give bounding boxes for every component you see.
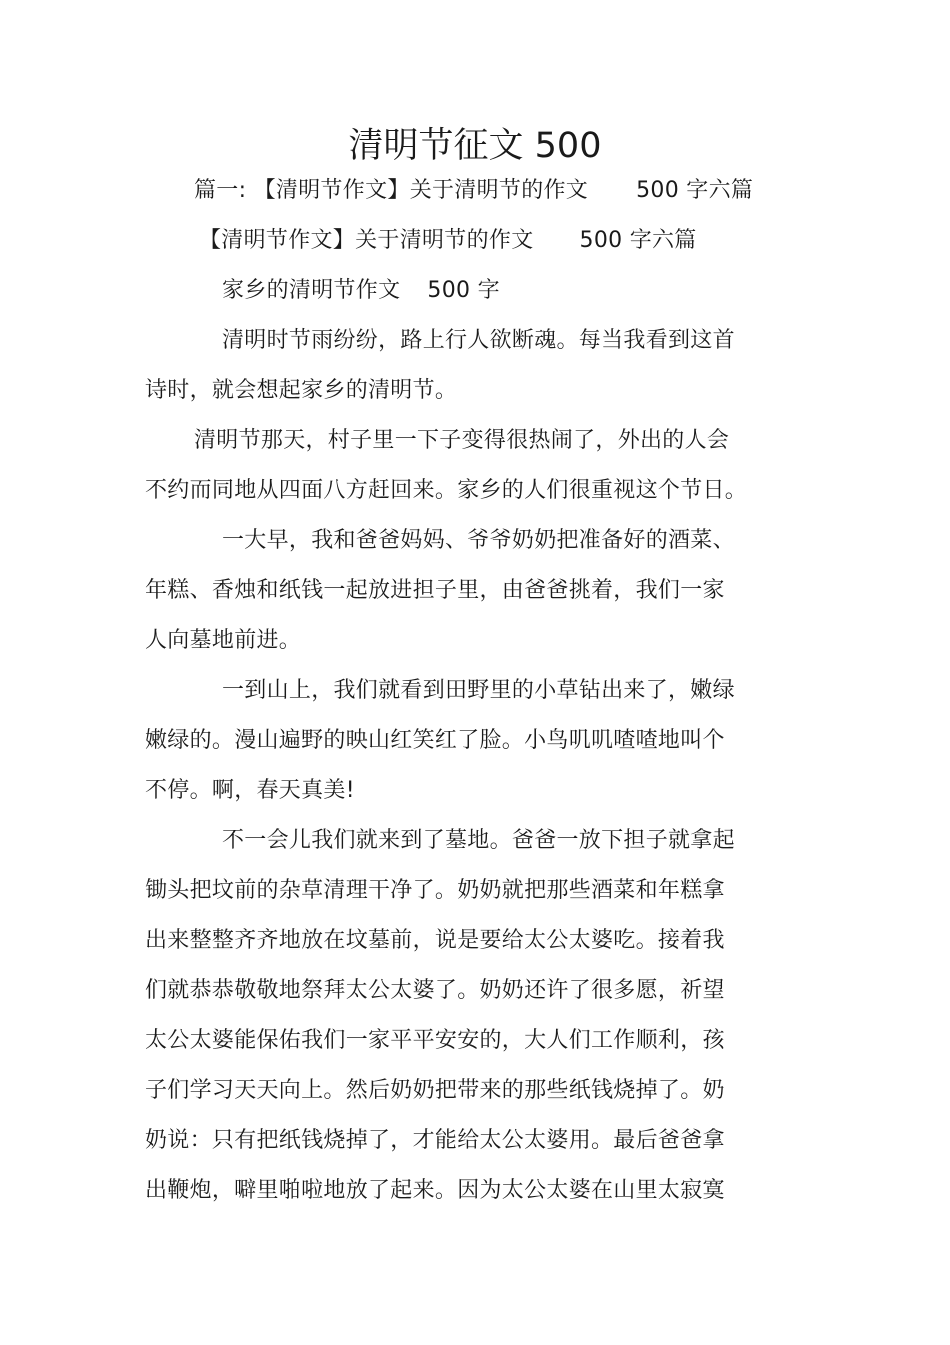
body-line: 太公太婆能保佑我们一家平平安安的，大人们工作顺利，孩	[145, 1028, 725, 1053]
document-title: 清明节征文 500	[348, 126, 602, 166]
body-line: 出来整整齐齐地放在坟墓前，说是要给太公太婆吃。接着我	[145, 928, 725, 953]
body-line: 出鞭炮，噼里啪啦地放了起来。因为太公太婆在山里太寂寞	[145, 1178, 725, 1203]
body-line: 不约而同地从四面八方赶回来。家乡的人们很重视这个节日。	[145, 478, 748, 503]
essay-title-line	[222, 276, 500, 306]
body-line: 嫩绿的。漫山遍野的映山红笑红了脸。小鸟叽叽喳喳地叫个	[145, 728, 725, 753]
subtitle-left: 篇一: 【清明节作文】关于清明节的作文	[194, 178, 589, 203]
body-line: 们就恭恭敬敬地祭拜太公太婆了。奶奶还许了很多愿，祈望	[145, 978, 725, 1003]
body-line: 年糕、香烛和纸钱一起放进担子里，由爸爸挑着，我们一家	[145, 578, 725, 603]
body-line: 一到山上，我们就看到田野里的小草钻出来了，嫩绿	[222, 678, 735, 703]
body-line: 诗时，就会想起家乡的清明节。	[145, 378, 458, 403]
subtitle-right: 500 字六篇	[636, 178, 754, 203]
body-line: 锄头把坟前的杂草清理干净了。奶奶就把那些酒菜和年糕拿	[145, 878, 725, 903]
body-line: 子们学习天天向上。然后奶奶把带来的那些纸钱烧掉了。奶	[145, 1078, 725, 1103]
body-line: 人向墓地前进。	[145, 628, 302, 653]
body-line: 清明节那天，村子里一下子变得很热闹了，外出的人会	[194, 428, 730, 453]
subtitle-line	[194, 176, 753, 206]
body-line: 一大早，我和爸爸妈妈、爷爷奶奶把准备好的酒菜、	[222, 528, 735, 553]
body-line: 清明时节雨纷纷，路上行人欲断魂。每当我看到这首	[222, 328, 735, 353]
heading-left: 【清明节作文】关于清明节的作文	[199, 228, 534, 253]
heading-right: 500 字六篇	[579, 228, 697, 253]
essay-title-right: 500 字	[427, 278, 500, 303]
body-line: 不一会儿我们就来到了墓地。爸爸一放下担子就拿起	[222, 828, 735, 853]
heading-line	[199, 226, 697, 256]
body-line: 奶说：只有把纸钱烧掉了，才能给太公太婆用。最后爸爸拿	[145, 1128, 725, 1153]
essay-title-left: 家乡的清明节作文	[222, 278, 401, 303]
body-line: 不停。啊，春天真美!	[145, 778, 355, 803]
